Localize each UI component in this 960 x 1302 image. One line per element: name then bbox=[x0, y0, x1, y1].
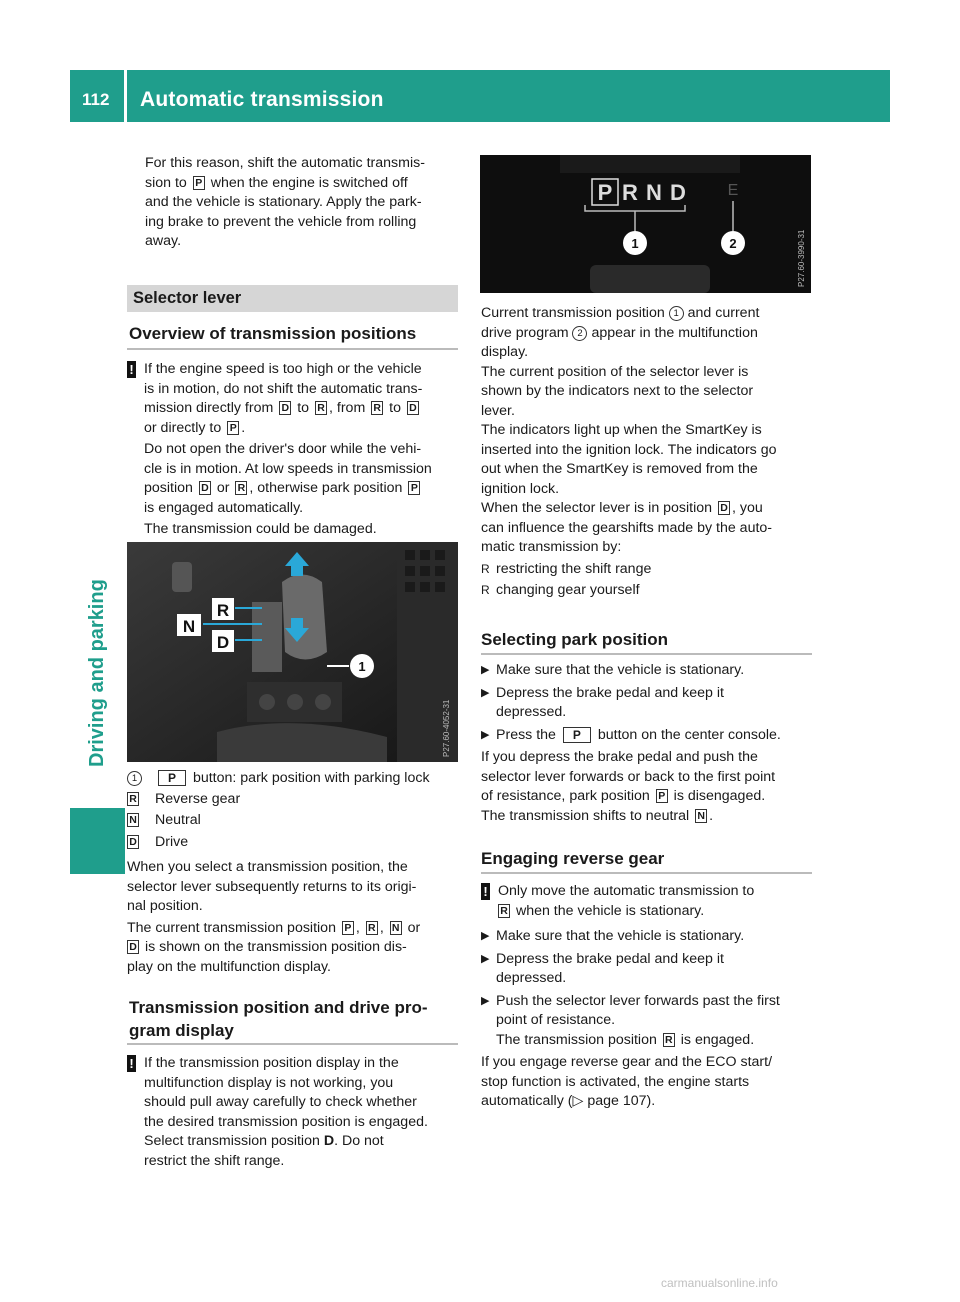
step-item: ▶ Push the selector lever forwards past the first point of resistance. The transmission position R is engaged. bbox=[481, 992, 780, 1048]
step-item: ▶ Press the P button on the center console. bbox=[481, 726, 781, 743]
heading-reverse: Engaging reverse gear bbox=[481, 849, 665, 868]
label-r: R bbox=[216, 601, 230, 620]
display-n: N bbox=[646, 180, 662, 205]
heading-display: Transmission position and drive pro- gram display bbox=[129, 998, 428, 1040]
warning-icon: ! bbox=[481, 883, 490, 900]
heading-rule bbox=[481, 872, 812, 874]
page-number: 112 bbox=[82, 90, 110, 109]
warning-icon: ! bbox=[127, 1055, 136, 1072]
warning-2: ! If the transmission position display in the multifunction display is not working, you should pull away carefully to check whether the desired transmission position is engaged. Select transmission position D. Do not restrict the shift range. bbox=[127, 1054, 462, 1171]
selector-lever-photo bbox=[127, 542, 458, 762]
step-item: ▶ Make sure that the vehicle is stationary. bbox=[481, 928, 745, 944]
section-bar-selector-lever: Selector lever bbox=[127, 285, 458, 312]
image2-code: P27.60-3990-31 bbox=[797, 229, 806, 287]
callout-1: 1 bbox=[358, 659, 366, 674]
heading-rule bbox=[481, 653, 812, 655]
legend-item-1: 1 P button: park position with parking lock bbox=[127, 770, 142, 786]
step-item: ▶ Make sure that the vehicle is stationary. bbox=[481, 662, 745, 678]
legend-item-d: D Drive bbox=[127, 834, 139, 850]
step-item: ▶ Depress the brake pedal and keep it depressed. bbox=[481, 684, 724, 720]
side-tab bbox=[86, 512, 116, 772]
image1-code: P27.60-4052-31 bbox=[442, 699, 451, 757]
heading-overview: Overview of transmission positions bbox=[129, 324, 417, 343]
side-marker bbox=[70, 808, 125, 874]
right-paragraphs: Current transmission position 1 and current drive program 2 appear in the multifunction display. The current position of the selector lever is shown by the indicators next to the selector lever. The indicators light up when the SmartKey is inserted into the ignition lock. The indicators go out when the SmartKey is removed from the ignition lock. When the selector lever is in position D , you can influence the gearshifts made by the auto- matic transmission by: R restricting the shift range R changing gear yourself bbox=[481, 304, 816, 601]
legend-item-n: N Neutral bbox=[127, 812, 139, 828]
intro-paragraph: For this reason, shift the automatic transmis- sion to P when the engine is switched off and the vehicle is stationary. Apply the park- ing brake to prevent the vehicle from rolling away. bbox=[145, 155, 425, 249]
label-n: N bbox=[182, 617, 196, 636]
callout-1: 1 bbox=[631, 236, 639, 251]
step-item: ▶ Depress the brake pedal and keep it depressed. bbox=[481, 950, 724, 986]
side-gap bbox=[70, 122, 125, 250]
warning-3: ! Only move the automatic transmission to R when the vehicle is stationary. bbox=[481, 882, 816, 921]
display-d: D bbox=[670, 180, 686, 205]
watermark: carmanualsonline.info bbox=[661, 1276, 778, 1290]
side-tab-label: Driving and parking bbox=[86, 579, 108, 767]
reverse-section: ! Only move the automatic transmission to R when the vehicle is stationary. ▶ Make sure that the vehicle is stationary. ▶ Depress the brake pedal and keep it depressed. ▶ Push the selector lever forwards past the first point of resistance. The transmission position R is engaged. If you engage reverse gear and the ECO start/ stop function is activated, the engine starts automatically (▷ page 107). bbox=[481, 882, 816, 1112]
legend-item-r: R Reverse gear bbox=[127, 791, 139, 807]
para-select-position: When you select a transmission position, the selector lever subsequently returns to its origi- nal position. The current transmission position P , R , N or D is shown on the transmission position dis- play on the multifunction display. bbox=[127, 859, 421, 975]
display-r: R bbox=[622, 180, 638, 205]
label-d: D bbox=[216, 633, 230, 652]
heading-park: Selecting park position bbox=[481, 630, 669, 649]
park-steps: ▶ Make sure that the vehicle is stationary. ▶ Depress the brake pedal and keep it depressed. ▶ Press the P button on the center console. If you depress the brake pedal and push the selector lever forwards or back to the first point of resistance, park position P is disengaged. The transmission shifts to neutral N . bbox=[481, 661, 816, 826]
multifunction-display-photo bbox=[480, 155, 811, 293]
display-e: E bbox=[727, 182, 739, 199]
header-divider bbox=[124, 70, 127, 122]
page-title: Automatic transmission bbox=[140, 88, 384, 111]
heading-rule bbox=[127, 1043, 458, 1045]
warning-1: ! If the engine speed is too high or the vehicle is in motion, do not shift the automatic trans- mission directly from D to R , from R to D or directly to P . Do not open the driver's door while the vehi- cle is in motion. At low speeds in transmission position D or R , otherwise park position P is engaged automatically. The transmission could be damaged. bbox=[127, 360, 462, 540]
warning-icon: ! bbox=[127, 361, 136, 378]
display-p: P bbox=[597, 180, 613, 205]
bullet-item: R changing gear yourself bbox=[481, 582, 640, 598]
callout-2: 2 bbox=[729, 236, 737, 251]
bullet-item: R restricting the shift range bbox=[481, 560, 652, 577]
heading-rule bbox=[127, 348, 458, 350]
